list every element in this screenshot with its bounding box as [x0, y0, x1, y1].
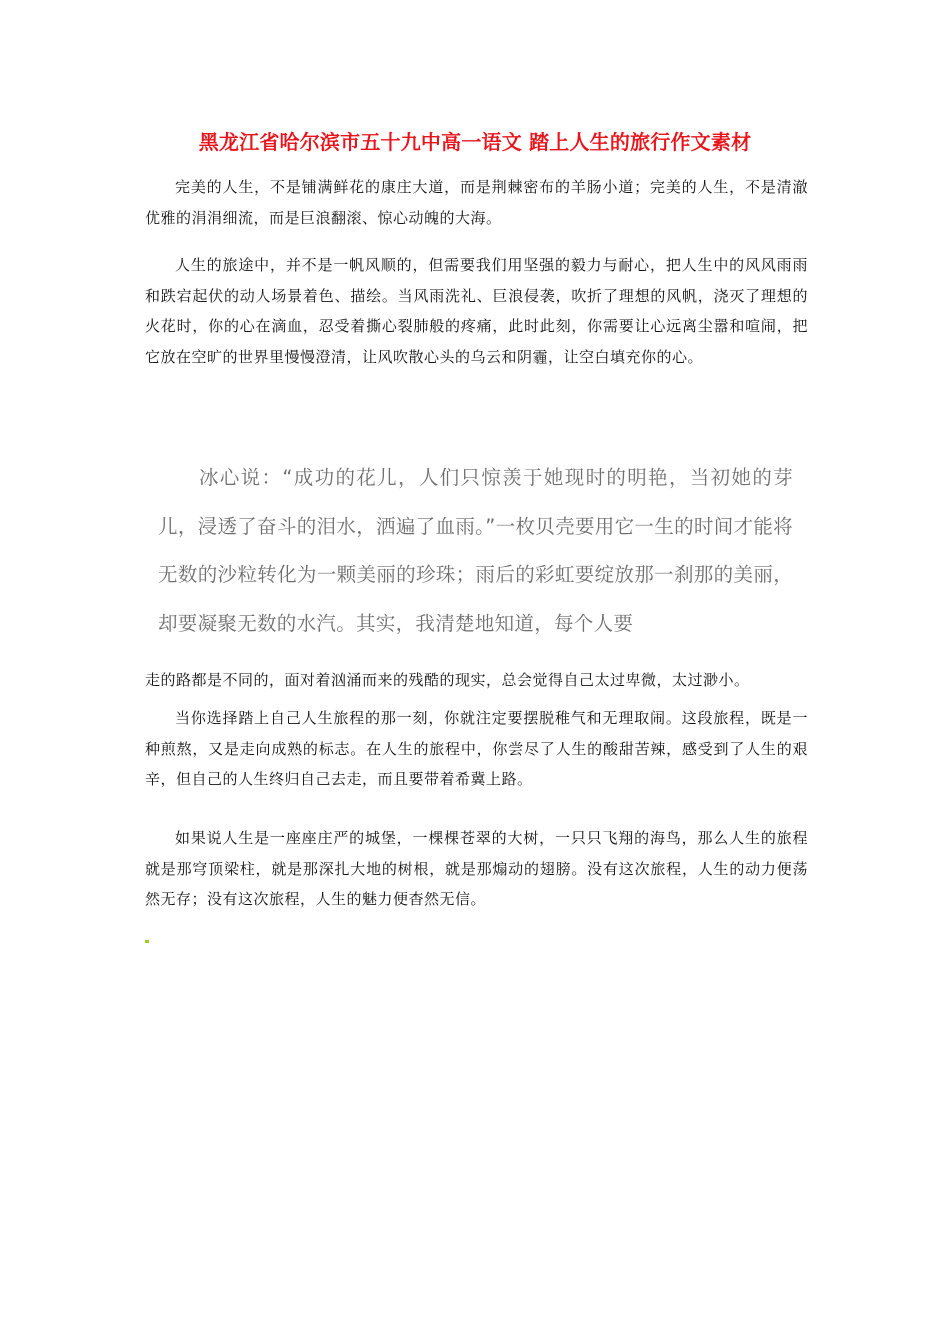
paragraph-continuation: 走的路都是不同的，面对着汹涌而来的残酷的现实，总会觉得自己太过卑微，太过渺小。 [145, 671, 750, 689]
document-title: 黑龙江省哈尔滨市五十九中高一语文 踏上人生的旅行作文素材 [198, 130, 752, 154]
paragraph-life-castle: 如果说人生是一座座庄严的城堡，一棵棵苍翠的大树，一只只飞翔的海鸟，那么人生的旅程就是那穹顶梁柱，就是那深扎大地的树根，就是那煽动的翅膀。没有这次旅程，人生的动力便荡然无存；没有这次旅程，人生的魅力便杳然无信。 [145, 829, 808, 908]
paragraph-perfect-life: 完美的人生，不是铺满鲜花的康庄大道，而是荆棘密布的羊肠小道；完美的人生，不是清澈优雅的涓涓细流，而是巨浪翻滚、惊心动魄的大海。 [145, 178, 808, 227]
quote-image-text: 冰心说：“成功的花儿，人们只惊羡于她现时的明艳，当初她的芽儿，浸透了奋斗的泪水，洒遍了血雨。”一枚贝壳要用它一生的时间才能将无数的沙粒转化为一颗美丽的珍珠；雨后的彩虹要绽放那一刹那的美丽，却要凝聚无数的水汽。其实，我清楚地知道，每个人要 [158, 466, 793, 635]
paragraph-life-journey: 人生的旅途中，并不是一帆风顺的，但需要我们用坚强的毅力与耐心，把人生中的风风雨雨和跌宕起伏的动人场景着色、描绘。当风雨洗礼、巨浪侵袭，吹折了理想的风帆，浇灭了理想的火花时，你的心在滴血，忍受着撕心裂肺般的疼痛，此时此刻，你需要让心远离尘嚣和喧闹，把它放在空旷的世界里慢慢澄清，让风吹散心头的乌云和阴霾，让空白填充你的心。 [145, 256, 808, 366]
green-marker [145, 940, 149, 943]
paragraph-choose-journey: 当你选择踏上自己人生旅程的那一刻，你就注定要摆脱稚气和无理取闹。这段旅程，既是一种煎熬，又是走向成熟的标志。在人生的旅程中，你尝尽了人生的酸甜苦辣，感受到了人生的艰辛，但自己的人生终归自己去走，而且要带着希冀上路。 [145, 709, 808, 788]
quote-image [148, 446, 798, 646]
